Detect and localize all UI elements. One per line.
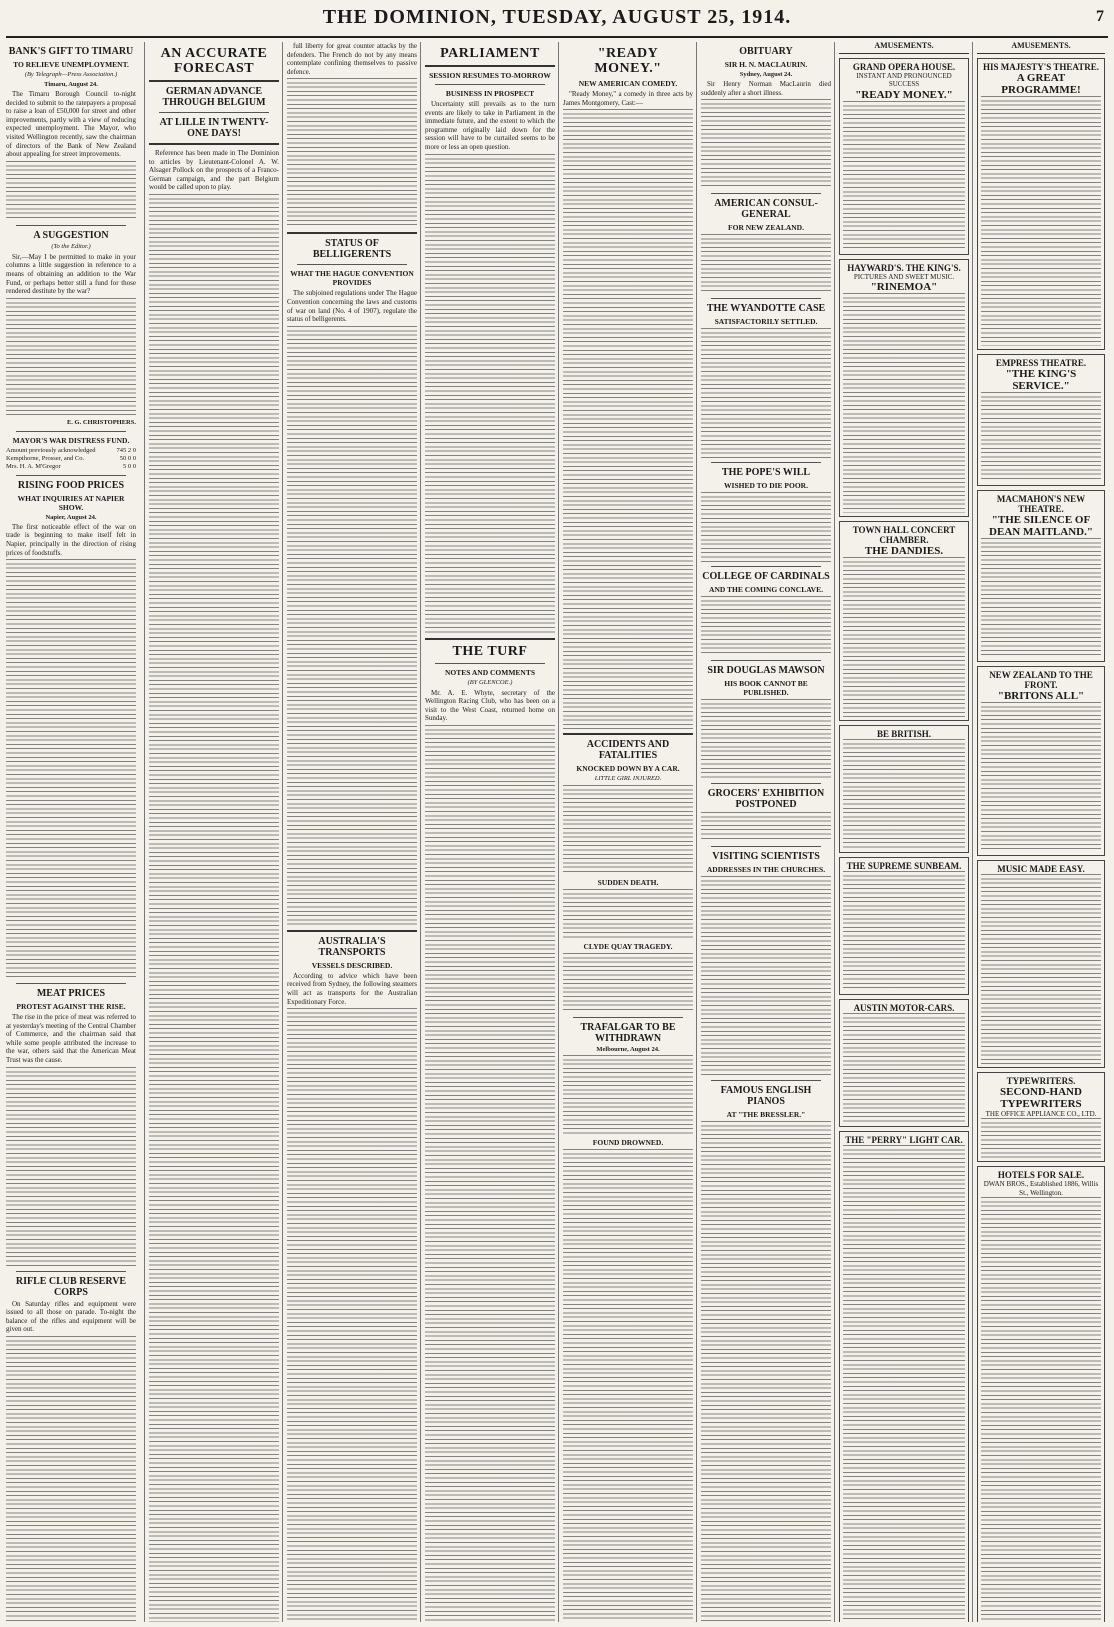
ad-show: "BRITONS ALL"	[997, 689, 1085, 702]
ad-title: GRAND OPERA HOUSE.	[852, 61, 956, 72]
ad-text-block	[843, 871, 965, 991]
ad-title: TOWN HALL CONCERT CHAMBER.	[852, 525, 956, 546]
article-text: The rise in the price of meat was referred to at yesterday's meeting of the Central Chamber of Commerce, and the chairman said that while some people attributed the increase to the war, others said that the American Meat Trust was the cause.	[6, 1013, 136, 1065]
separator	[425, 638, 555, 640]
separator	[711, 566, 821, 567]
ad-title: TYPEWRITERS.	[1006, 1075, 1076, 1086]
headline-ready-money: "READY MONEY."	[594, 46, 662, 76]
separator	[711, 298, 821, 299]
ad-title: THE "PERRY" LIGHT CAR.	[845, 1135, 963, 1146]
article-text-block	[6, 1067, 136, 1267]
headline-meat-prices: MEAT PRICES	[36, 988, 106, 1000]
ad-haywards	[839, 259, 969, 518]
ad-line: INSTANT AND PRONOUNCED SUCCESS	[856, 71, 952, 89]
subhead-sudden-death: SUDDEN DEATH.	[597, 878, 659, 888]
article-text-block	[149, 194, 279, 1622]
fund-row	[6, 447, 136, 455]
ad-show: "THE KING'S SERVICE."	[1005, 367, 1077, 392]
column-8	[972, 42, 1105, 1622]
separator	[711, 783, 821, 784]
ad-typewriters	[977, 1072, 1105, 1163]
ad-title: HOTELS FOR SALE.	[997, 1170, 1085, 1181]
ad-text-block	[843, 1145, 965, 1622]
section-head-amusements: AMUSEMENTS.	[977, 42, 1105, 54]
subhead-knocked-down: KNOCKED DOWN BY A CAR.	[576, 764, 680, 774]
subhead-hague: WHAT THE HAGUE CONVENTION PROVIDES	[290, 269, 414, 288]
headline-cardinals: COLLEGE OF CARDINALS	[702, 571, 830, 583]
column-7	[834, 42, 969, 1622]
fund-label: Kempthorne, Prosser, and Co.	[6, 454, 85, 462]
article-text: Sir Henry Norman MacLaurin died suddenly after a short illness.	[701, 80, 831, 97]
ad-text-block	[981, 702, 1101, 852]
article-text-block	[563, 1149, 693, 1622]
article-text-block	[563, 785, 693, 875]
headline-grocers: GROCERS' EXHIBITION POSTPONED	[707, 788, 825, 811]
dateline: Sydney, August 24.	[739, 71, 793, 78]
article-text-block	[701, 492, 831, 562]
article-text-block	[563, 1055, 693, 1135]
ad-text-block	[981, 538, 1101, 658]
article-text-block	[701, 1121, 831, 1622]
ad-title: EMPRESS THEATRE.	[995, 357, 1087, 368]
separator	[16, 475, 126, 476]
ad-hotels	[977, 1166, 1105, 1622]
article-text: On Saturday rifles and equipment were issued to all those on parade. To-night the balance of the rifles and equipment will be given out.	[6, 1299, 136, 1334]
article-text-block	[701, 699, 831, 779]
headline-accidents: ACCIDENTS AND FATALITIES	[586, 739, 670, 762]
fund-label: Amount previously acknowledged	[6, 446, 96, 454]
separator	[16, 1271, 126, 1272]
fund-value: 745 2 0	[116, 446, 136, 454]
ad-title: BE BRITISH.	[876, 729, 932, 740]
separator	[711, 193, 821, 194]
subhead-german-advance: GERMAN ADVANCE THROUGH BELGIUM	[162, 86, 266, 108]
subhead-found-drowned: FOUND DROWNED.	[592, 1138, 664, 1148]
column-6	[696, 42, 831, 1622]
article-text-block	[563, 109, 693, 729]
ad-text-block	[981, 1118, 1101, 1158]
ad-text-block	[981, 392, 1101, 482]
ad-text-block	[843, 101, 965, 251]
article-text-block	[6, 161, 136, 221]
headline-obituary: OBITUARY	[739, 46, 793, 57]
subhead-session: SESSION RESUMES TO-MORROW	[429, 71, 551, 80]
subhead-comedy: NEW AMERICAN COMEDY.	[578, 79, 678, 88]
article-text: "Ready Money," a comedy in three acts by James Montgomery, Cast:—	[563, 90, 693, 107]
ad-title: NEW ZEALAND TO THE FRONT.	[989, 669, 1093, 690]
ad-title: MACMAHON'S NEW THEATRE.	[996, 493, 1086, 514]
separator	[563, 733, 693, 735]
subhead-bressler: AT "THE BRESSLER."	[726, 1110, 806, 1120]
ad-text-block	[843, 293, 965, 513]
article-text: Uncertainty still prevails as to the turn events are likely to take in Parliament in the immediate future, and the extent to which the programme originally laid down for the session will have to be curtailed seems to be more or less an open question.	[425, 100, 555, 151]
ad-text-block	[843, 739, 965, 849]
ad-macmahons	[977, 490, 1105, 662]
ad-title: HIS MAJESTY'S THEATRE.	[983, 61, 1099, 72]
dateline: Napier, August 24.	[45, 513, 97, 521]
fund-row	[6, 463, 136, 471]
ad-text-block	[981, 1197, 1101, 1622]
headline-pianos: FAMOUS ENGLISH PIANOS	[720, 1085, 812, 1108]
separator	[159, 112, 269, 113]
ad-grand-opera-house	[839, 58, 969, 255]
subhead-nz: FOR NEW ZEALAND.	[728, 223, 804, 233]
ad-show: THE DANDIES.	[864, 545, 944, 558]
ad-company: DWAN BROS., Established 1886, Willis St., Wellington.	[983, 1180, 1099, 1197]
separator	[16, 983, 126, 984]
subhead-churches: ADDRESSES IN THE CHURCHES.	[706, 865, 826, 875]
subhead-protest: PROTEST AGAINST THE RISE.	[16, 1002, 126, 1012]
subhead-unemployment: TO RELIEVE UNEMPLOYMENT.	[13, 60, 129, 69]
separator	[16, 225, 126, 226]
article-text-block	[287, 78, 417, 228]
ad-title: HAYWARD'S. THE KING'S.	[847, 262, 961, 273]
ad-text-block	[843, 557, 965, 717]
separator	[149, 143, 279, 145]
separator	[711, 846, 821, 847]
article-text: The first noticeable effect of the war on trade is beginning to make itself felt in Napier, principally in the direction of rising prices of foodstuffs.	[6, 522, 136, 557]
fund-value: 50 0 0	[119, 454, 136, 462]
subhead-vessels: VESSELS DESCRIBED.	[311, 960, 393, 970]
dateline: Timaru, August 24.	[44, 81, 98, 88]
ad-austin	[839, 999, 969, 1127]
ad-line: SECOND-HAND TYPEWRITERS	[1000, 1085, 1082, 1110]
headline-wyandotte: THE WYANDOTTE CASE	[706, 303, 826, 315]
column-2	[144, 42, 279, 1622]
letter-signature: E. G. CHRISTOPHERS.	[66, 418, 136, 426]
fund-row	[6, 455, 136, 463]
section-head-amusements: AMUSEMENTS.	[839, 42, 969, 54]
ad-text-block	[981, 874, 1101, 1064]
article-text: The Timaru Borough Council to-night decided to submit to the ratepayers a proposal to raise a loan of £50,000 for street and other improvements, partly with a view of reducing expected unemployment. The Mayor, who visited Wellington recently, saw the chairman of directors of the Bank of New Zealand about appealing for street improvements.	[6, 90, 136, 159]
article-text-block	[287, 1008, 417, 1622]
separator	[573, 1017, 683, 1018]
separator	[711, 1080, 821, 1081]
dateline: Melbourne, August 24.	[596, 1046, 660, 1054]
headline-mawson: SIR DOUGLAS MAWSON	[707, 665, 825, 677]
article-text-block	[701, 99, 831, 189]
headline-transports: AUSTRALIA'S TRANSPORTS	[318, 935, 386, 958]
article-text-block	[701, 812, 831, 842]
article-text-block	[701, 876, 831, 1076]
columns	[6, 42, 1108, 1622]
fund-value: 5 0 0	[123, 462, 136, 470]
ad-be-british	[839, 725, 969, 853]
ad-line: PICTURES AND SWEET MUSIC.	[853, 272, 955, 281]
subhead-settled: SATISFACTORILY SETTLED.	[714, 317, 818, 327]
column-1	[6, 42, 136, 1622]
headline-belligerents: STATUS OF BELLIGERENTS	[312, 238, 392, 261]
separator	[435, 84, 545, 85]
subhead-lille: AT LILLE IN TWENTY-ONE DAYS!	[159, 117, 269, 139]
masthead	[0, 0, 1114, 36]
fund-label: Mrs. H. A. M'Gregor	[6, 462, 61, 470]
ad-music	[977, 860, 1105, 1068]
headline-rifle-club: RIFLE CLUB RESERVE CORPS	[15, 1275, 127, 1298]
article-text: The subjoined regulations under The Hague Convention concerning the laws and customs of war on land (No. 4 of 1907), regulate the status of belligerents.	[287, 289, 417, 324]
headline-distress-fund: MAYOR'S WAR DISTRESS FUND.	[12, 435, 130, 445]
subhead-clyde-quay: CLYDE QUAY TRAGEDY.	[583, 942, 673, 952]
headline-banks-gift: BANK'S GIFT TO TIMARU	[8, 46, 134, 57]
article-text-block	[701, 596, 831, 656]
article-text: According to advice which have been received from Sydney, the following steamers will act as transports for the Australian Expeditionary Force.	[287, 971, 417, 1006]
article-text-block	[701, 328, 831, 458]
ad-text-block	[843, 1013, 965, 1123]
separator	[297, 264, 407, 265]
separator	[149, 80, 279, 82]
article-text-block	[563, 889, 693, 939]
ad-his-majestys	[977, 58, 1105, 350]
subhead-book: HIS BOOK CANNOT BE PUBLISHED.	[724, 679, 808, 698]
article-text-block	[287, 326, 417, 926]
separator	[287, 232, 417, 234]
ad-town-hall	[839, 521, 969, 721]
headline-parliament: PARLIAMENT	[440, 46, 540, 61]
headline-popes-will: THE POPE'S WILL	[721, 467, 811, 479]
article-text: Mr. A. E. Whyte, secretary of the Wellington Racing Club, who has been on a visit to the West Coast, returned home on Sunday.	[425, 688, 555, 723]
article-text-block	[701, 234, 831, 294]
letter-text: Sir,—May I be permitted to make in your columns a little suggestion in reference to a means of obtaining an addition to the War Fund, or perhaps better still a fund for those rendered destitute by the war?	[6, 252, 136, 296]
separator	[435, 663, 545, 664]
headline-turf: THE TURF	[452, 643, 528, 659]
ad-show: "THE SILENCE OF DEAN MAITLAND."	[989, 513, 1093, 538]
ad-nz-front	[977, 666, 1105, 856]
separator	[711, 462, 821, 463]
byline: (BY GLENCOE.)	[467, 678, 513, 686]
ad-show: "READY MONEY."	[855, 88, 953, 101]
ad-company: THE OFFICE APPLIANCE CO., LTD.	[985, 1109, 1097, 1118]
separator	[16, 431, 126, 432]
subhead-girl-injured: LITTLE GIRL INJURED.	[594, 775, 662, 783]
ad-title: AUSTIN MOTOR-CARS.	[853, 1003, 955, 1014]
article-text: Reference has been made in The Dominion to articles by Lieutenant-Colonel A. W. Alsager Pollock on the prospects of a Franco-German campaign, and the part Belgium would be called upon to play.	[149, 149, 279, 192]
column-5	[558, 42, 693, 1622]
ad-show: "RINEMOA"	[870, 281, 938, 294]
ad-text-block	[981, 96, 1101, 346]
page-number: 7	[1096, 8, 1104, 25]
masthead-title: THE DOMINION, TUESDAY, AUGUST 25, 1914.	[322, 6, 792, 28]
ad-title: THE SUPREME SUNBEAM.	[846, 861, 962, 872]
subhead-notes: NOTES AND COMMENTS	[444, 667, 535, 677]
article-text-block	[425, 725, 555, 1622]
article-text-block	[563, 953, 693, 1013]
article-text-block	[425, 154, 555, 634]
masthead-rule	[6, 36, 1108, 38]
headline-consul: AMERICAN CONSUL-GENERAL	[714, 198, 818, 221]
separator	[287, 930, 417, 932]
column-3	[282, 42, 417, 1622]
article-text-block	[6, 1336, 136, 1622]
article-text-block	[6, 559, 136, 979]
ad-perry	[839, 1131, 969, 1622]
separator	[711, 660, 821, 661]
headline-suggestion: A SUGGESTION	[33, 229, 109, 241]
ad-empress	[977, 354, 1105, 486]
subhead-maclaurin: SIR H. N. MACLAURIN.	[724, 60, 808, 69]
ad-sunbeam	[839, 857, 969, 995]
subhead-napier: WHAT INQUIRIES AT NAPIER SHOW.	[17, 493, 125, 512]
subhead-business: BUSINESS IN PROSPECT	[445, 89, 535, 98]
headline-scientists: VISITING SCIENTISTS	[712, 851, 820, 863]
subhead-conclave: AND THE COMING CONCLAVE.	[709, 585, 823, 595]
headline-food-prices: RISING FOOD PRICES	[17, 479, 125, 491]
letter-text-block	[6, 298, 136, 418]
column-4	[420, 42, 555, 1622]
credit-line: (By Telegraph—Press Association.)	[24, 71, 118, 78]
separator	[425, 65, 555, 67]
ad-line: A GREAT PROGRAMME!	[1001, 71, 1081, 96]
fund-table	[6, 447, 136, 471]
headline-accurate-forecast: AN ACCURATE FORECAST	[160, 46, 268, 76]
ad-title: MUSIC MADE EASY.	[997, 863, 1085, 874]
letter-heading: (To the Editor.)	[51, 242, 91, 250]
subhead-die-poor: WISHED TO DIE POOR.	[724, 481, 808, 491]
article-text: full liberty for great counter attacks by the defenders. The French do not by any means contemplate confining themselves to passive defence.	[287, 42, 417, 76]
headline-trafalgar: TRAFALGAR TO BE WITHDRAWN	[580, 1022, 676, 1045]
